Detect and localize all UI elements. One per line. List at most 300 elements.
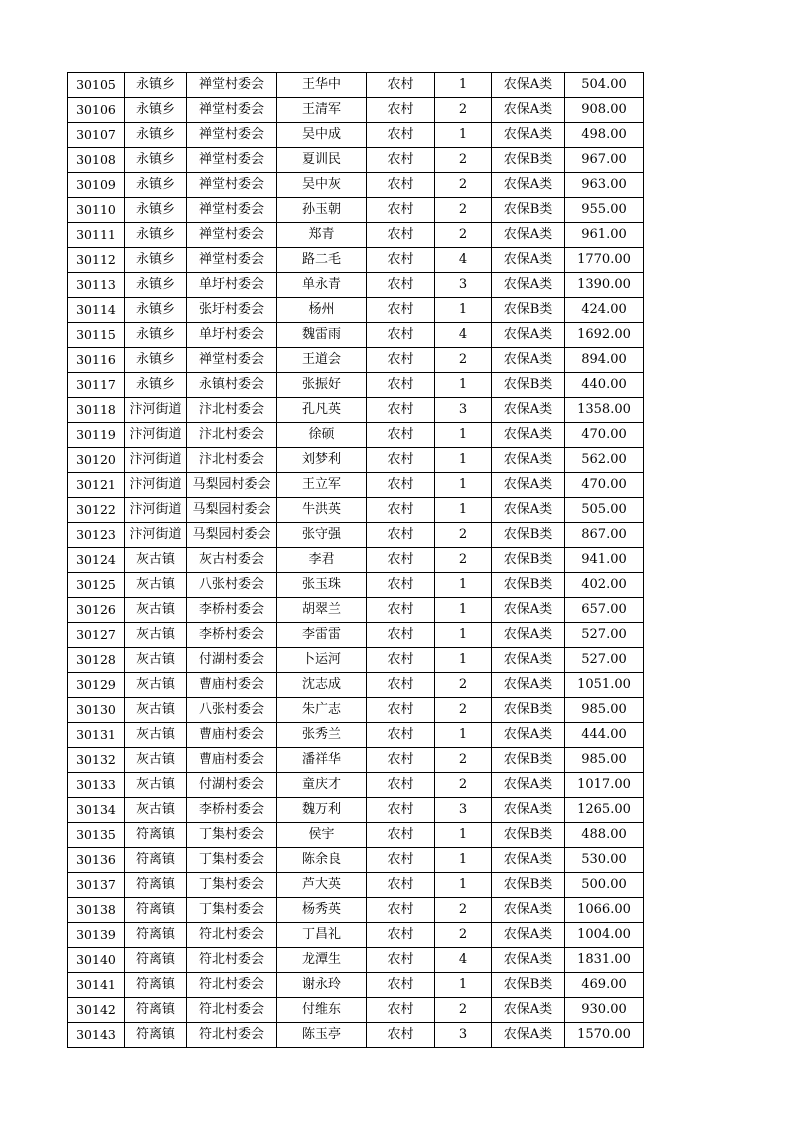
cell-count: 2: [435, 673, 492, 698]
cell-township: 永镇乡: [125, 223, 187, 248]
cell-count: 1: [435, 573, 492, 598]
table-row: [68, 523, 644, 548]
cell-area: 农村: [367, 673, 435, 698]
cell-amount: 470.00: [565, 423, 644, 448]
cell-count: 2: [435, 348, 492, 373]
cell-area: 农村: [367, 973, 435, 998]
cell-count: 4: [435, 248, 492, 273]
cell-amount: 657.00: [565, 598, 644, 623]
cell-village: 符北村委会: [187, 948, 277, 973]
cell-category: 农保A类: [492, 123, 565, 148]
cell-count: 1: [435, 498, 492, 523]
cell-village: 禅堂村委会: [187, 148, 277, 173]
cell-category: 农保B类: [492, 823, 565, 848]
cell-amount: 424.00: [565, 298, 644, 323]
cell-village: 曹庙村委会: [187, 673, 277, 698]
cell-village: 禅堂村委会: [187, 248, 277, 273]
cell-amount: 961.00: [565, 223, 644, 248]
table-row: [68, 773, 644, 798]
cell-name: 胡翠兰: [277, 598, 367, 623]
cell-township: 符离镇: [125, 973, 187, 998]
cell-township: 永镇乡: [125, 348, 187, 373]
cell-category: 农保A类: [492, 773, 565, 798]
cell-amount: 1017.00: [565, 773, 644, 798]
cell-amount: 1831.00: [565, 948, 644, 973]
cell-village: 丁集村委会: [187, 848, 277, 873]
cell-township: 灰古镇: [125, 573, 187, 598]
cell-category: 农保A类: [492, 248, 565, 273]
cell-township: 符离镇: [125, 948, 187, 973]
cell-township: 永镇乡: [125, 98, 187, 123]
cell-amount: 967.00: [565, 148, 644, 173]
cell-area: 农村: [367, 148, 435, 173]
table-row: [68, 998, 644, 1023]
cell-category: 农保A类: [492, 223, 565, 248]
cell-category: 农保A类: [492, 998, 565, 1023]
cell-village: 汴北村委会: [187, 448, 277, 473]
cell-category: 农保A类: [492, 173, 565, 198]
cell-id: 30118: [68, 398, 125, 423]
cell-count: 1: [435, 73, 492, 98]
cell-count: 1: [435, 873, 492, 898]
cell-id: 30124: [68, 548, 125, 573]
cell-count: 2: [435, 198, 492, 223]
cell-name: 陈玉亭: [277, 1023, 367, 1048]
table-row: [68, 648, 644, 673]
cell-amount: 1066.00: [565, 898, 644, 923]
table-row: [68, 123, 644, 148]
cell-category: 农保A类: [492, 898, 565, 923]
cell-area: 农村: [367, 298, 435, 323]
cell-count: 2: [435, 698, 492, 723]
table-row: [68, 698, 644, 723]
cell-amount: 1004.00: [565, 923, 644, 948]
table-row: [68, 98, 644, 123]
cell-area: 农村: [367, 723, 435, 748]
cell-township: 永镇乡: [125, 198, 187, 223]
cell-area: 农村: [367, 223, 435, 248]
cell-area: 农村: [367, 548, 435, 573]
cell-id: 30138: [68, 898, 125, 923]
cell-area: 农村: [367, 698, 435, 723]
cell-amount: 1051.00: [565, 673, 644, 698]
cell-name: 孙玉朝: [277, 198, 367, 223]
table-row: [68, 623, 644, 648]
cell-township: 灰古镇: [125, 723, 187, 748]
cell-township: 永镇乡: [125, 248, 187, 273]
cell-id: 30110: [68, 198, 125, 223]
cell-name: 芦大英: [277, 873, 367, 898]
cell-amount: 894.00: [565, 348, 644, 373]
cell-village: 李桥村委会: [187, 798, 277, 823]
cell-amount: 985.00: [565, 748, 644, 773]
cell-id: 30112: [68, 248, 125, 273]
table-row: [68, 673, 644, 698]
cell-category: 农保A类: [492, 398, 565, 423]
cell-count: 1: [435, 373, 492, 398]
cell-id: 30131: [68, 723, 125, 748]
cell-count: 1: [435, 473, 492, 498]
cell-area: 农村: [367, 898, 435, 923]
cell-village: 马梨园村委会: [187, 473, 277, 498]
cell-village: 张圩村委会: [187, 298, 277, 323]
cell-area: 农村: [367, 823, 435, 848]
cell-category: 农保A类: [492, 848, 565, 873]
cell-village: 八张村委会: [187, 573, 277, 598]
table-row: [68, 348, 644, 373]
cell-area: 农村: [367, 523, 435, 548]
cell-amount: 955.00: [565, 198, 644, 223]
cell-amount: 505.00: [565, 498, 644, 523]
cell-category: 农保B类: [492, 748, 565, 773]
cell-area: 农村: [367, 798, 435, 823]
cell-township: 永镇乡: [125, 148, 187, 173]
cell-id: 30142: [68, 998, 125, 1023]
cell-count: 2: [435, 223, 492, 248]
cell-name: 张守强: [277, 523, 367, 548]
cell-count: 2: [435, 98, 492, 123]
cell-name: 路二毛: [277, 248, 367, 273]
cell-id: 30127: [68, 623, 125, 648]
cell-township: 永镇乡: [125, 123, 187, 148]
cell-village: 符北村委会: [187, 973, 277, 998]
cell-count: 2: [435, 923, 492, 948]
cell-area: 农村: [367, 348, 435, 373]
table-row: [68, 898, 644, 923]
cell-area: 农村: [367, 448, 435, 473]
cell-village: 汴北村委会: [187, 423, 277, 448]
cell-name: 徐硕: [277, 423, 367, 448]
cell-area: 农村: [367, 73, 435, 98]
cell-area: 农村: [367, 1023, 435, 1048]
cell-township: 灰古镇: [125, 648, 187, 673]
cell-name: 龙潭生: [277, 948, 367, 973]
cell-id: 30129: [68, 673, 125, 698]
table-row: [68, 173, 644, 198]
table-body: [68, 73, 644, 1048]
cell-count: 2: [435, 898, 492, 923]
cell-amount: 530.00: [565, 848, 644, 873]
table-row: [68, 148, 644, 173]
cell-township: 汴河街道: [125, 423, 187, 448]
cell-amount: 1265.00: [565, 798, 644, 823]
cell-township: 符离镇: [125, 848, 187, 873]
cell-name: 张振好: [277, 373, 367, 398]
cell-amount: 930.00: [565, 998, 644, 1023]
cell-name: 孔凡英: [277, 398, 367, 423]
cell-name: 杨州: [277, 298, 367, 323]
cell-township: 灰古镇: [125, 748, 187, 773]
cell-area: 农村: [367, 273, 435, 298]
cell-area: 农村: [367, 623, 435, 648]
cell-category: 农保B类: [492, 698, 565, 723]
cell-area: 农村: [367, 198, 435, 223]
cell-id: 30116: [68, 348, 125, 373]
cell-name: 张玉珠: [277, 573, 367, 598]
cell-category: 农保B类: [492, 873, 565, 898]
cell-amount: 527.00: [565, 648, 644, 673]
cell-category: 农保A类: [492, 98, 565, 123]
cell-village: 马梨园村委会: [187, 523, 277, 548]
cell-id: 30120: [68, 448, 125, 473]
cell-category: 农保A类: [492, 423, 565, 448]
table-row: [68, 848, 644, 873]
cell-name: 魏雷雨: [277, 323, 367, 348]
table-row: [68, 598, 644, 623]
cell-village: 丁集村委会: [187, 898, 277, 923]
cell-category: 农保A类: [492, 273, 565, 298]
cell-name: 童庆才: [277, 773, 367, 798]
cell-count: 1: [435, 823, 492, 848]
table-row: [68, 948, 644, 973]
cell-count: 2: [435, 748, 492, 773]
cell-count: 3: [435, 273, 492, 298]
cell-count: 2: [435, 173, 492, 198]
table-row: [68, 873, 644, 898]
cell-id: 30109: [68, 173, 125, 198]
cell-id: 30132: [68, 748, 125, 773]
cell-id: 30114: [68, 298, 125, 323]
cell-village: 单圩村委会: [187, 323, 277, 348]
cell-township: 灰古镇: [125, 798, 187, 823]
cell-amount: 1358.00: [565, 398, 644, 423]
cell-area: 农村: [367, 648, 435, 673]
cell-name: 魏万利: [277, 798, 367, 823]
cell-name: 刘梦利: [277, 448, 367, 473]
cell-village: 李桥村委会: [187, 598, 277, 623]
cell-count: 3: [435, 1023, 492, 1048]
cell-id: 30134: [68, 798, 125, 823]
cell-id: 30122: [68, 498, 125, 523]
cell-amount: 941.00: [565, 548, 644, 573]
cell-village: 八张村委会: [187, 698, 277, 723]
cell-name: 杨秀英: [277, 898, 367, 923]
table-row: [68, 448, 644, 473]
cell-area: 农村: [367, 873, 435, 898]
cell-count: 3: [435, 798, 492, 823]
cell-name: 郑青: [277, 223, 367, 248]
cell-category: 农保A类: [492, 648, 565, 673]
cell-category: 农保A类: [492, 598, 565, 623]
table-row: [68, 198, 644, 223]
cell-count: 1: [435, 598, 492, 623]
cell-count: 1: [435, 648, 492, 673]
cell-amount: 488.00: [565, 823, 644, 848]
cell-id: 30107: [68, 123, 125, 148]
cell-category: 农保A类: [492, 1023, 565, 1048]
table-row: [68, 73, 644, 98]
cell-township: 符离镇: [125, 998, 187, 1023]
cell-area: 农村: [367, 423, 435, 448]
cell-area: 农村: [367, 773, 435, 798]
cell-village: 永镇村委会: [187, 373, 277, 398]
cell-township: 符离镇: [125, 898, 187, 923]
cell-amount: 527.00: [565, 623, 644, 648]
cell-amount: 963.00: [565, 173, 644, 198]
cell-township: 永镇乡: [125, 73, 187, 98]
cell-name: 夏训民: [277, 148, 367, 173]
cell-township: 灰古镇: [125, 698, 187, 723]
cell-count: 2: [435, 523, 492, 548]
cell-name: 吴中成: [277, 123, 367, 148]
cell-name: 吴中灰: [277, 173, 367, 198]
cell-id: 30137: [68, 873, 125, 898]
cell-village: 灰古村委会: [187, 548, 277, 573]
table-row: [68, 423, 644, 448]
cell-count: 4: [435, 948, 492, 973]
cell-village: 曹庙村委会: [187, 723, 277, 748]
table-row: [68, 823, 644, 848]
cell-village: 丁集村委会: [187, 873, 277, 898]
cell-name: 王道会: [277, 348, 367, 373]
cell-id: 30143: [68, 1023, 125, 1048]
cell-amount: 562.00: [565, 448, 644, 473]
cell-village: 禅堂村委会: [187, 348, 277, 373]
cell-category: 农保A类: [492, 923, 565, 948]
cell-village: 符北村委会: [187, 1023, 277, 1048]
cell-category: 农保A类: [492, 498, 565, 523]
table-row: [68, 273, 644, 298]
table-row: [68, 573, 644, 598]
cell-category: 农保A类: [492, 348, 565, 373]
cell-category: 农保B类: [492, 573, 565, 598]
cell-area: 农村: [367, 473, 435, 498]
table-row: [68, 723, 644, 748]
table-row: [68, 923, 644, 948]
cell-area: 农村: [367, 323, 435, 348]
cell-township: 永镇乡: [125, 273, 187, 298]
cell-area: 农村: [367, 998, 435, 1023]
cell-id: 30115: [68, 323, 125, 348]
cell-category: 农保A类: [492, 323, 565, 348]
cell-amount: 402.00: [565, 573, 644, 598]
cell-count: 1: [435, 298, 492, 323]
cell-amount: 1390.00: [565, 273, 644, 298]
cell-id: 30133: [68, 773, 125, 798]
cell-id: 30135: [68, 823, 125, 848]
cell-village: 付湖村委会: [187, 773, 277, 798]
cell-category: 农保A类: [492, 673, 565, 698]
cell-name: 单永青: [277, 273, 367, 298]
cell-category: 农保B类: [492, 298, 565, 323]
cell-name: 谢永玲: [277, 973, 367, 998]
cell-area: 农村: [367, 923, 435, 948]
cell-area: 农村: [367, 948, 435, 973]
cell-area: 农村: [367, 498, 435, 523]
cell-id: 30141: [68, 973, 125, 998]
cell-township: 灰古镇: [125, 548, 187, 573]
cell-category: 农保B类: [492, 373, 565, 398]
cell-village: 马梨园村委会: [187, 498, 277, 523]
cell-id: 30125: [68, 573, 125, 598]
cell-area: 农村: [367, 173, 435, 198]
cell-area: 农村: [367, 248, 435, 273]
cell-id: 30111: [68, 223, 125, 248]
table-row: [68, 323, 644, 348]
cell-category: 农保A类: [492, 798, 565, 823]
table-row: [68, 223, 644, 248]
cell-count: 2: [435, 773, 492, 798]
cell-id: 30136: [68, 848, 125, 873]
table-row: [68, 373, 644, 398]
cell-area: 农村: [367, 573, 435, 598]
cell-count: 1: [435, 723, 492, 748]
cell-count: 2: [435, 148, 492, 173]
cell-township: 汴河街道: [125, 523, 187, 548]
cell-id: 30139: [68, 923, 125, 948]
cell-area: 农村: [367, 123, 435, 148]
cell-name: 卜运河: [277, 648, 367, 673]
cell-village: 禅堂村委会: [187, 223, 277, 248]
cell-count: 3: [435, 398, 492, 423]
cell-name: 王清军: [277, 98, 367, 123]
cell-area: 农村: [367, 98, 435, 123]
cell-id: 30119: [68, 423, 125, 448]
cell-category: 农保A类: [492, 473, 565, 498]
cell-category: 农保B类: [492, 198, 565, 223]
cell-township: 汴河街道: [125, 398, 187, 423]
cell-amount: 504.00: [565, 73, 644, 98]
cell-name: 侯宇: [277, 823, 367, 848]
relief-roster-table: [67, 72, 644, 1048]
cell-village: 丁集村委会: [187, 823, 277, 848]
cell-township: 汴河街道: [125, 448, 187, 473]
cell-count: 1: [435, 973, 492, 998]
cell-id: 30130: [68, 698, 125, 723]
cell-township: 灰古镇: [125, 623, 187, 648]
cell-township: 永镇乡: [125, 323, 187, 348]
cell-amount: 867.00: [565, 523, 644, 548]
cell-id: 30105: [68, 73, 125, 98]
cell-amount: 500.00: [565, 873, 644, 898]
cell-name: 王立军: [277, 473, 367, 498]
cell-village: 禅堂村委会: [187, 73, 277, 98]
cell-name: 沈志成: [277, 673, 367, 698]
cell-amount: 444.00: [565, 723, 644, 748]
cell-category: 农保B类: [492, 973, 565, 998]
cell-category: 农保A类: [492, 73, 565, 98]
cell-village: 禅堂村委会: [187, 198, 277, 223]
cell-amount: 498.00: [565, 123, 644, 148]
cell-count: 2: [435, 548, 492, 573]
cell-township: 永镇乡: [125, 298, 187, 323]
table-row: [68, 748, 644, 773]
cell-id: 30108: [68, 148, 125, 173]
cell-category: 农保A类: [492, 948, 565, 973]
cell-count: 1: [435, 623, 492, 648]
cell-category: 农保A类: [492, 448, 565, 473]
cell-village: 付湖村委会: [187, 648, 277, 673]
cell-township: 汴河街道: [125, 498, 187, 523]
table-row: [68, 548, 644, 573]
cell-area: 农村: [367, 373, 435, 398]
cell-township: 符离镇: [125, 923, 187, 948]
cell-village: 曹庙村委会: [187, 748, 277, 773]
cell-name: 潘祥华: [277, 748, 367, 773]
cell-area: 农村: [367, 748, 435, 773]
cell-village: 单圩村委会: [187, 273, 277, 298]
cell-area: 农村: [367, 848, 435, 873]
cell-amount: 1570.00: [565, 1023, 644, 1048]
cell-amount: 440.00: [565, 373, 644, 398]
cell-village: 禅堂村委会: [187, 173, 277, 198]
cell-id: 30121: [68, 473, 125, 498]
cell-name: 李君: [277, 548, 367, 573]
cell-category: 农保B类: [492, 148, 565, 173]
cell-township: 永镇乡: [125, 173, 187, 198]
cell-count: 1: [435, 448, 492, 473]
cell-township: 永镇乡: [125, 373, 187, 398]
